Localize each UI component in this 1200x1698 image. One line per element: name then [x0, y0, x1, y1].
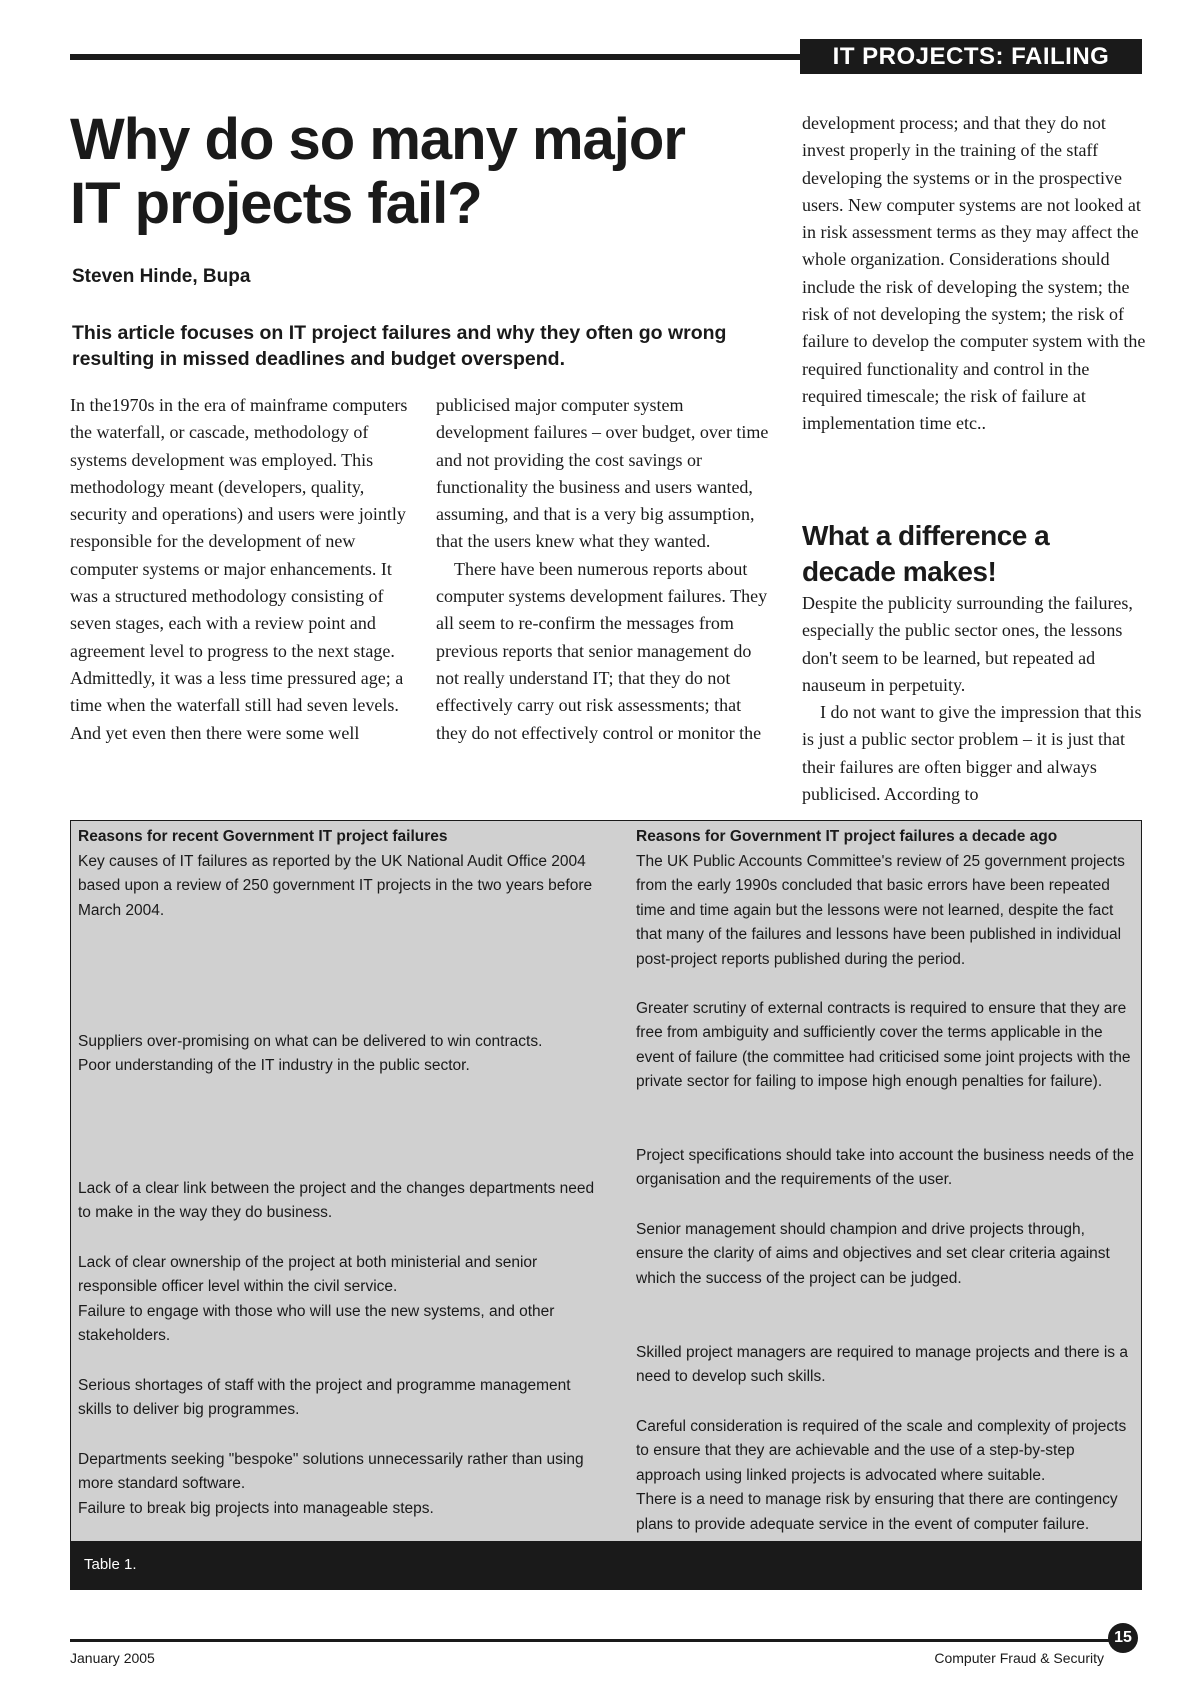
body-paragraph: In the1970s in the era of mainframe computers the waterfall, or cascade, methodology of systems development was employed. This methodology meant (developers, quality, security and operations) and users were jointly responsible for the development of new computer systems or major enhancements. It was a structured methodology consisting of seven stages, each with a review point and agreement level to progress to the next stage. Admittedly, it was a less time pressured age; a time when the waterfall still had seven levels. And yet even then there were some well: [70, 395, 408, 743]
body-paragraph: Despite the publicity surrounding the failures, especially the public sector ones, the lessons don't seem to be learned, but repeated ad nauseum in perpetuity.: [802, 593, 1133, 695]
table-cell-text: The UK Public Accounts Committee's review of 25 government projects from the early 1990s concluded that basic errors have been repeated time and time again but the lessons were not learned, despite the fact that many of the failures and lessons have been published in individual post-project reports published during the period.: [636, 852, 1125, 968]
page-number: 15: [1108, 1623, 1138, 1653]
title-line-2: IT projects fail?: [70, 171, 482, 236]
body-column-2: [436, 392, 776, 747]
table-cell: [636, 850, 1136, 997]
table-cell-text: Careful consideration is required of the scale and complexity of projects to ensure that they are achievable and the use of a step-by-step approach using linked projects is advocated where suitable.: [636, 1417, 1127, 1484]
table-cell: [636, 1415, 1136, 1538]
body-column-3-top: [802, 110, 1147, 438]
title-line-1: Why do so many major: [70, 107, 685, 172]
table-cell-text: Key causes of IT failures as reported by the UK National Audit Office 2004 based upon a review of 250 government IT projects in the two years before March 2004.: [78, 852, 593, 919]
table-cell: [636, 1218, 1136, 1341]
table-cell-text: Failure to engage with those who will use the new systems, and other stakeholders.: [78, 1302, 555, 1344]
table-cell: [78, 1177, 598, 1251]
body-paragraph: There have been numerous reports about computer systems development failures. They all seem to re-confirm the messages from previous reports that senior management do not really understand IT; that they do not effectively carry out risk assessments; that they do not effectively control or monitor the: [436, 558, 768, 743]
table-cell: [636, 997, 1136, 1144]
table-cell-text: Serious shortages of staff with the project and programme management skills to deliver big programmes.: [78, 1376, 571, 1418]
table-cell-text: Project specifications should take into account the business needs of the organisation and the requirements of the user.: [636, 1146, 1135, 1188]
comparison-table: [70, 820, 1142, 1590]
body-paragraph: I do not want to give the impression that this is just a public sector problem – it is just that their failures are often bigger and always publicised. According to: [802, 702, 1142, 805]
table-cell-text: Failure to break big projects into manageable steps.: [78, 1499, 434, 1517]
table-header-decade-ago: Reasons for Government IT project failures a decade ago: [636, 828, 1058, 845]
table-caption: Table 1.: [70, 1541, 1142, 1589]
body-paragraph: publicised major computer system development failures – over budget, over time and not providing the cost savings or functionality the business and users wanted, assuming, and that is a very big assumption, that the users knew what they wanted.: [436, 395, 769, 552]
table-cell-text: Skilled project managers are required to manage projects and there is a need to develop such skills.: [636, 1343, 1128, 1385]
table-column-decade-ago: [636, 825, 1136, 1537]
author-byline: Steven Hinde, Bupa: [72, 266, 251, 287]
table-header-recent: Reasons for recent Government IT project failures: [78, 828, 448, 845]
table-cell-text: Lack of a clear link between the project and the changes departments need to make in the way they do business.: [78, 1179, 595, 1221]
table-cell: [636, 1144, 1136, 1218]
table-cell-text: Departments seeking "bespoke" solutions unnecessarily rather than using more standard software.: [78, 1450, 584, 1492]
footer-rule: [70, 1639, 1120, 1642]
section-tab: IT PROJECTS: FAILING: [800, 39, 1142, 74]
table-cell-text: Senior management should champion and drive projects through, ensure the clarity of aims and objectives and set clear criteria against which the success of the project can be judged.: [636, 1220, 1110, 1287]
table-cell: [78, 1374, 598, 1448]
article-title: [70, 108, 710, 236]
table-cell: [78, 1030, 598, 1177]
table-cell-text: There is a need to manage risk by ensuring that there are contingency plans to provide adequate service in the event of computer failure.: [636, 1491, 1118, 1533]
table-cell-text: Suppliers over-promising on what can be delivered to win contracts.: [78, 1032, 543, 1050]
table-cell-text: Poor understanding of the IT industry in the public sector.: [78, 1057, 470, 1074]
table-cell: [78, 1448, 598, 1522]
body-paragraph: development process; and that they do not invest properly in the training of the staff developing the systems or in the prospective users. New computer systems are not looked at in risk assessment terms as they may affect the whole organization. Considerations should include the risk of developing the system; the risk of not developing the system; the risk of failure to develop the computer system with the required functionality and control in the required timescale; the risk of failure at implementation time etc..: [802, 113, 1146, 434]
footer-date: January 2005: [70, 1650, 155, 1666]
body-column-1: [70, 392, 415, 747]
table-cell: [78, 1251, 598, 1374]
table-cell: [636, 1341, 1136, 1415]
standfirst: This article focuses on IT project failures and why they often go wrong resulting in missed deadlines and budget overspend.: [72, 322, 727, 370]
table-column-recent: [78, 825, 598, 1521]
footer-publication: Computer Fraud & Security: [934, 1650, 1104, 1666]
table-cell: [78, 850, 598, 1030]
table-cell-text: Lack of clear ownership of the project at both ministerial and senior responsible officer level within the civil service.: [78, 1253, 538, 1295]
subheading: What a difference a decade makes!: [802, 520, 1050, 587]
body-column-3-bottom: [802, 590, 1147, 808]
table-cell-text: Greater scrutiny of external contracts is required to ensure that they are free from ambiguity and sufficiently cover the terms applicable in the event of failure (the committee had criticised some joint projects with the private sector for failing to impose high enough penalties for failure).: [636, 999, 1131, 1090]
